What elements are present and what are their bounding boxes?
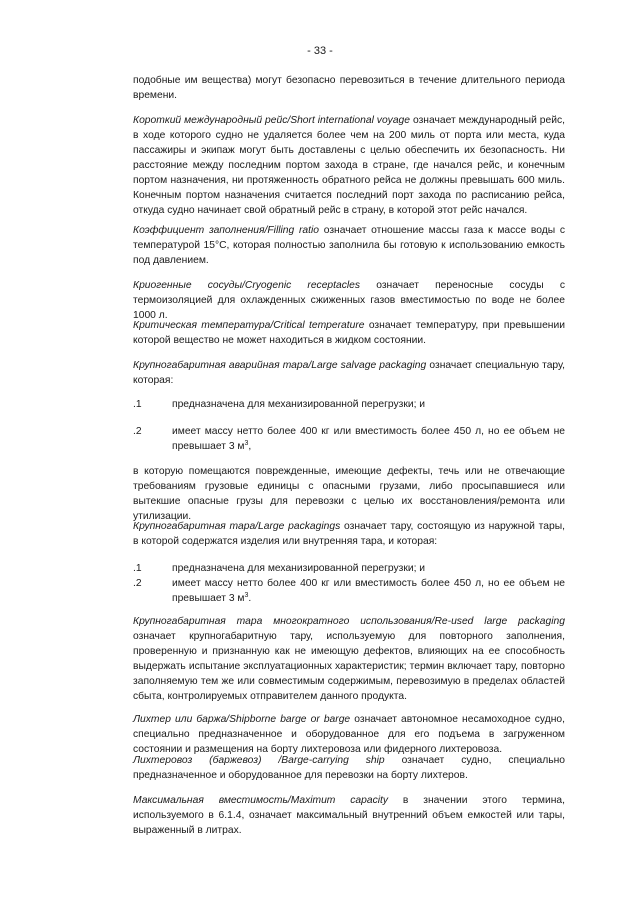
- paragraph-text: в которую помещаются поврежденные, имеющие дефекты, течь или не отвечающие требованиям грузовые единицы с опасными грузами, либо просыпавшиеся или вытекшие опасные грузы для перевозки с целью их восстановления/ремонта или утилизации.: [133, 466, 565, 522]
- definition-text: означает тару, состоящую из наружной тары, в которой содержатся изделия или внутренняя тара, и которая:: [133, 521, 565, 547]
- definition-barge-carrying-ship: [133, 753, 565, 783]
- definition-term: Крупногабаритная аварийная тара/Large salvage packaging: [133, 360, 427, 371]
- paragraph-continuation: [133, 73, 565, 103]
- definition-text: означает судно, специально предназначенное и оборудованное для перевозки на борту лихтеров.: [133, 755, 565, 781]
- definition-term: Короткий международный рейс/Short international voyage: [133, 115, 411, 126]
- list-item-number: .1: [133, 563, 142, 574]
- list-item-text: [172, 576, 565, 606]
- list-item-punct: ,: [248, 441, 252, 452]
- definition-maximum-capacity: [133, 793, 565, 838]
- definition-term: Коэффициент заполнения/Filling ratio: [133, 225, 320, 236]
- definition-filling-ratio: [133, 223, 565, 268]
- definition-short-international-voyage: [133, 113, 565, 218]
- definition-text: означает крупногабаритную тару, используемую для повторного заполнения, проверенную и признанную как не имеющую дефектов, влияющих на ее способность выдержать испытание эксплуатационных характеристик; термин включает тару, повторно заполняемую тем же или совместимым содержимым, перевозимую в пределах областей сбыта, контролируемых отправителем данного продукта.: [133, 631, 565, 702]
- list-item-number: .1: [133, 399, 142, 410]
- definition-term: Критическая температура/Critical temperature: [133, 320, 365, 331]
- superscript: 3: [244, 440, 249, 447]
- list-item-number: .2: [133, 578, 142, 589]
- definition-text: в значении этого термина, используемого в 6.1.4, означает максимальный внутренний объем емкостей или тары, выраженный в литрах.: [133, 795, 565, 836]
- definition-text: означает отношение массы газа к массе воды с температурой 15°C, которая полностью заполнила бы готовую к использованию емкость под давлением.: [133, 225, 566, 266]
- definition-critical-temperature: [133, 318, 565, 348]
- definition-term: Лихтер или баржа/Shipborne barge or barge: [133, 714, 351, 725]
- list-item: [133, 561, 565, 576]
- page-number: - 33 -: [307, 45, 333, 57]
- definition-text: означает температуру, при превышении которой вещество не может находиться в жидком состоянии.: [133, 320, 565, 346]
- list-item: [133, 424, 565, 454]
- definition-term: Крупногабаритная тара/Large packagings: [133, 521, 341, 532]
- definition-text: означает международный рейс, в ходе которого судно не удаляется более чем на 200 миль от порта или места, куда пассажиры и экипаж могут быть доставлены с целью обеспечить их безопасность. Ни расстояние между последним портом захода в стране, где начался рейс, и конечным портом назначения, ни протяженность обратного рейса не должны превышать 600 миль. Конечным портом назначения считается последний порт захода по расписанию рейса, откуда судно начинает свой обратный рейс в страну, в которой этот рейс начался.: [133, 115, 565, 216]
- definition-term: Крупногабаритная тара многократного использования/Re-used large packaging: [133, 616, 565, 627]
- definition-term: Лихтеровоз (баржевоз) /Barge-carrying ship: [133, 755, 385, 766]
- definition-term: Максимальная вместимость/Maximum capacity: [133, 795, 389, 806]
- list-item: [133, 576, 565, 606]
- superscript: 3: [244, 592, 249, 599]
- list-item-body: имеет массу нетто более 400 кг или вместимость более 450 л, но ее объем не превышает 3 м: [172, 578, 565, 604]
- list-item: [133, 397, 565, 412]
- definition-text: означает автономное несамоходное судно, специально предназначенное и оборудованное для его подъема в загруженном состоянии и размещения на борту лихтеровоза или фидерного лихтеровоза.: [133, 714, 565, 755]
- definition-re-used-large-packaging: [133, 614, 565, 704]
- list-item-text: предназначена для механизированной перегрузки; и: [172, 399, 426, 410]
- list-item-body: имеет массу нетто более 400 кг или вместимость более 450 л, но ее объем не превышает 3 м: [172, 426, 565, 452]
- paragraph-text: подобные им вещества) могут безопасно перевозиться в течение длительного периода времени.: [133, 75, 565, 101]
- list-item-punct: .: [248, 593, 252, 604]
- list-item-text: [172, 424, 565, 454]
- definition-text: означает переносные сосуды с термоизоляцией для охлажденных сжиженных газов вместимостью по воде не более 1000 л.: [133, 280, 565, 321]
- definition-text: означает специальную тару, которая:: [133, 360, 566, 386]
- paragraph-tail: [133, 464, 565, 524]
- definition-large-packagings: [133, 519, 565, 549]
- definition-cryogenic-receptacles: [133, 278, 565, 323]
- definition-large-salvage-packaging: [133, 358, 565, 388]
- list-item-text: предназначена для механизированной перегрузки; и: [172, 563, 426, 574]
- definition-term: Криогенные сосуды/Cryogenic receptacles: [133, 280, 361, 291]
- definition-shipborne-barge: [133, 712, 565, 757]
- list-item-number: .2: [133, 426, 142, 437]
